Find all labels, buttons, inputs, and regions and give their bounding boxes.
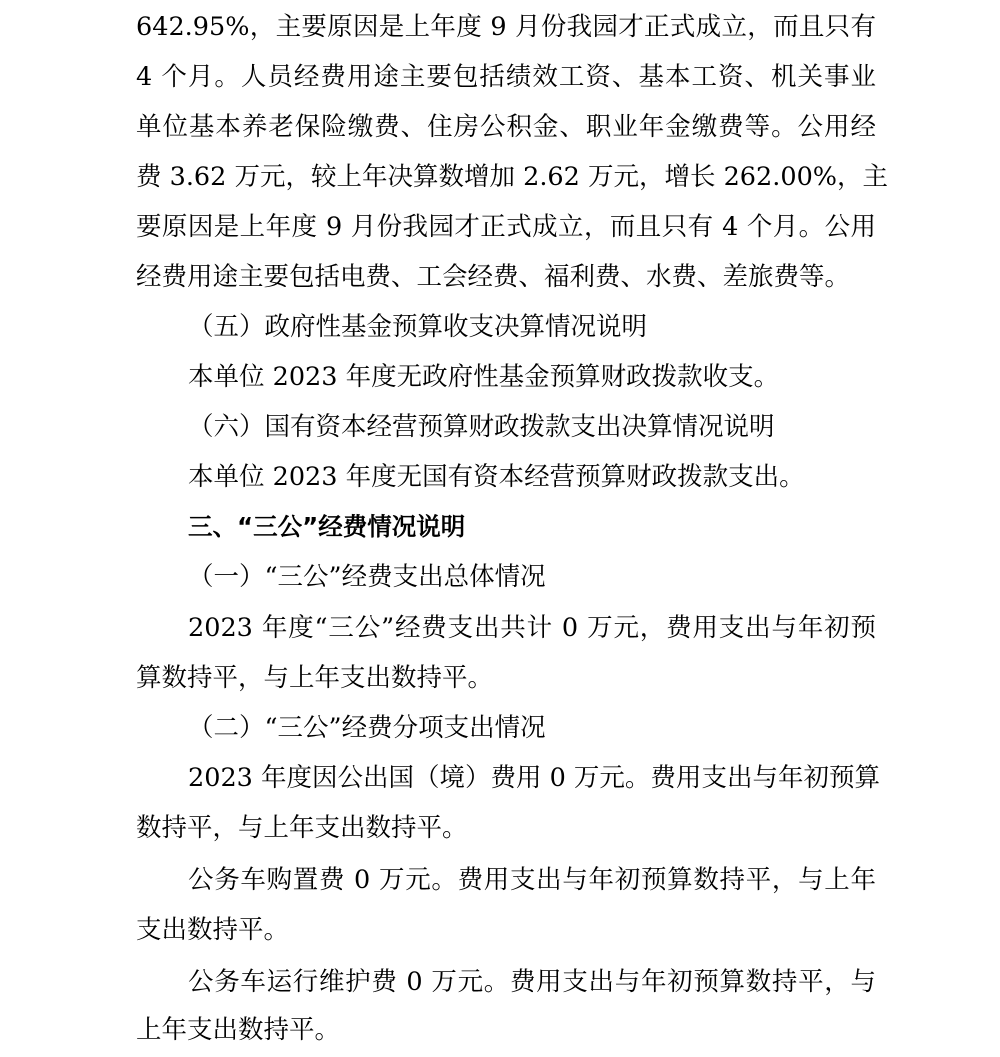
body-text-line: 支出数持平。 xyxy=(136,915,290,945)
section-heading-1: （一）“三公”经费支出总体情况 xyxy=(188,562,546,592)
body-text-line: 费 3.62 万元，较上年决算数增加 2.62 万元，增长 262.00%，主 xyxy=(136,162,889,192)
body-text-line: 要原因是上年度 9 月份我园才正式成立，而且只有 4 个月。公用 xyxy=(136,212,876,242)
chapter-heading-three: 三、“三公”经费情况说明 xyxy=(188,512,466,541)
body-text-line: 本单位 2023 年度无政府性基金预算财政拨款收支。 xyxy=(188,362,780,392)
body-text-line: 上年支出数持平。 xyxy=(136,1015,341,1045)
body-text-line: 公务车购置费 0 万元。费用支出与年初预算数持平，与上年 xyxy=(188,865,876,895)
section-heading-6: （六）国有资本经营预算财政拨款支出决算情况说明 xyxy=(188,412,775,442)
body-text-line: 4 个月。人员经费用途主要包括绩效工资、基本工资、机关事业 xyxy=(136,62,876,92)
body-text-line: 经费用途主要包括电费、工会经费、福利费、水费、差旅费等。 xyxy=(136,262,851,292)
body-text-line: 本单位 2023 年度无国有资本经营预算财政拨款支出。 xyxy=(188,462,805,492)
body-text-line: 单位基本养老保险缴费、住房公积金、职业年金缴费等。公用经 xyxy=(136,112,876,142)
body-text-line: 2023 年度因公出国（境）费用 0 万元。费用支出与年初预算 xyxy=(188,763,880,793)
body-text-line: 算数持平，与上年支出数持平。 xyxy=(136,663,494,693)
body-text-line: 2023 年度“三公”经费支出共计 0 万元，费用支出与年初预 xyxy=(188,613,876,643)
body-text-line: 数持平，与上年支出数持平。 xyxy=(136,813,468,843)
body-text-line: 公务车运行维护费 0 万元。费用支出与年初预算数持平，与 xyxy=(188,967,876,997)
section-heading-2: （二）“三公”经费分项支出情况 xyxy=(188,713,546,743)
section-heading-5: （五）政府性基金预算收支决算情况说明 xyxy=(188,312,648,342)
body-text-line: 642.95%，主要原因是上年度 9 月份我园才正式成立，而且只有 xyxy=(136,12,876,42)
